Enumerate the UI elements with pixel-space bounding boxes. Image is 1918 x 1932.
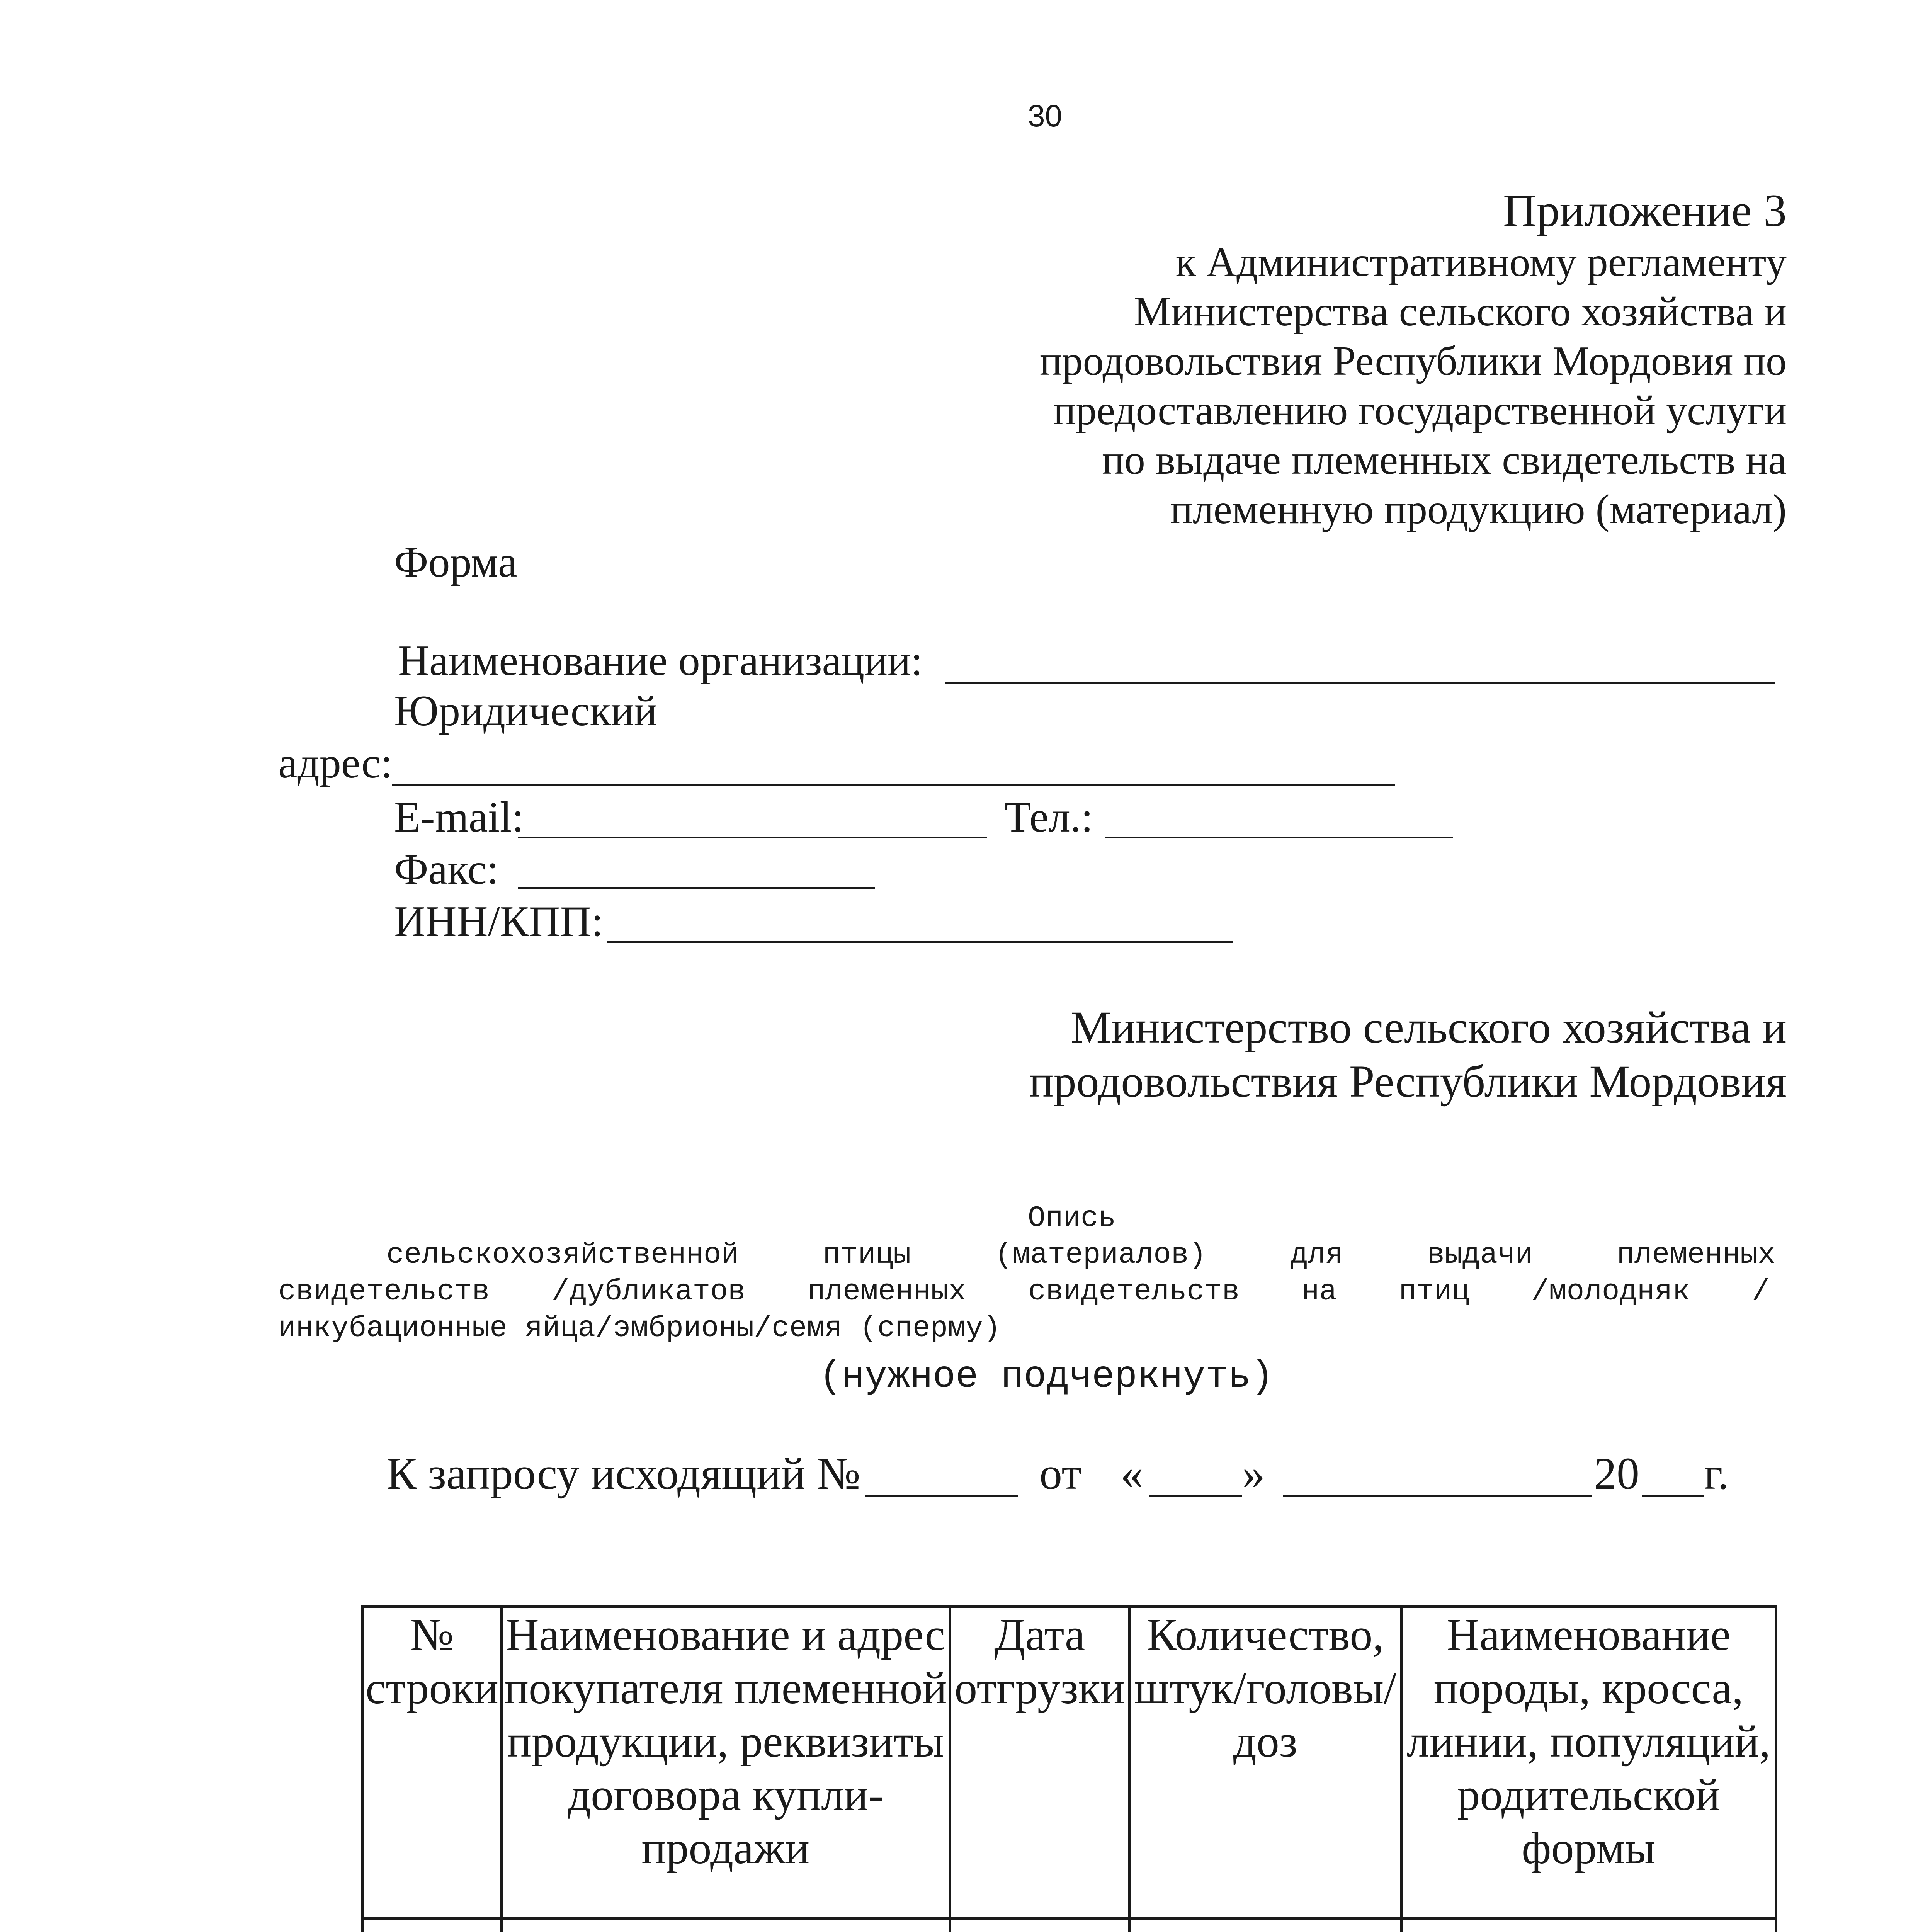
column-header-row-number: № строки (363, 1607, 502, 1919)
inn-kpp-label: ИНН/КПП: (394, 898, 604, 946)
quote-open: « (1121, 1448, 1143, 1499)
appendix-line: к Административному регламенту (1175, 239, 1787, 285)
inventory-word: свидетельств (278, 1275, 490, 1308)
inventory-word: на (1301, 1275, 1337, 1308)
inventory-word: свидетельств (1028, 1275, 1240, 1308)
inventory-word: сельскохозяйственной (386, 1238, 739, 1272)
inventory-word: /молодняк (1531, 1275, 1690, 1308)
email-field[interactable] (518, 837, 987, 838)
fax-label: Факс: (394, 845, 499, 893)
inventory-word: (материалов) (995, 1238, 1207, 1272)
inventory-line-2 (278, 1273, 1770, 1310)
column-header-quantity: Количество, штук/головы/ доз (1129, 1607, 1401, 1919)
inventory-title: Опись (1028, 1202, 1116, 1235)
email-label: E-mail: (394, 793, 524, 841)
recipient-line: Министерство сельского хозяйства и (1070, 1002, 1787, 1053)
column-header-breed: Наименование породы, кросса, линии, популяций, родительской формы (1401, 1607, 1776, 1919)
legal-address-field[interactable] (392, 784, 1395, 786)
inn-kpp-field[interactable] (607, 941, 1233, 943)
appendix-line: по выдаче племенных свидетельств на (1102, 437, 1787, 483)
table-header-row (363, 1607, 1776, 1919)
request-month-field[interactable] (1283, 1495, 1592, 1497)
inventory-line-1 (386, 1236, 1775, 1274)
appendix-title: Приложение 3 (1503, 185, 1787, 236)
inventory-line-3: инкубационные яйца/эмбрионы/семя (сперму) (278, 1312, 1001, 1345)
table-row (363, 1919, 1776, 1932)
phone-field[interactable] (1105, 837, 1453, 838)
legal-address-label: Юридический (394, 687, 657, 735)
inventory-word: для (1290, 1238, 1343, 1272)
org-name-label: Наименование организации: (398, 637, 923, 685)
request-label: К запросу исходящий № (386, 1448, 860, 1499)
appendix-description (1040, 238, 1787, 534)
page-number: 30 (1028, 99, 1062, 133)
org-name-field[interactable] (945, 682, 1775, 684)
inventory-table (361, 1605, 1777, 1932)
table-cell[interactable] (501, 1919, 950, 1932)
year-prefix: 20 (1594, 1448, 1639, 1499)
phone-label: Тел.: (1005, 793, 1093, 841)
table-cell[interactable] (363, 1919, 502, 1932)
legal-address-label-cont: адрес: (278, 739, 393, 787)
table-cell[interactable] (1129, 1919, 1401, 1932)
inventory-word: / (1752, 1275, 1770, 1308)
table-cell[interactable] (950, 1919, 1129, 1932)
request-from-label: от (1039, 1448, 1082, 1499)
column-header-buyer: Наименование и адрес покупателя племенной продукции, реквизиты договора купли-продажи (501, 1607, 950, 1919)
inventory-word: выдачи (1427, 1238, 1533, 1272)
inventory-word: птиц (1399, 1275, 1469, 1308)
appendix-line: Министерства сельского хозяйства и (1134, 289, 1787, 335)
form-label: Форма (394, 538, 517, 586)
appendix-line: продовольствия Республики Мордовия по (1039, 338, 1787, 384)
fax-field[interactable] (518, 887, 875, 889)
table-cell[interactable] (1401, 1919, 1776, 1932)
recipient-line: продовольствия Республики Мордовия (1029, 1056, 1787, 1107)
appendix-line: предоставлению государственной услуги (1053, 388, 1787, 434)
request-day-field[interactable] (1149, 1495, 1242, 1497)
inventory-word: племенных (807, 1275, 966, 1308)
quote-close: » (1242, 1448, 1265, 1499)
request-year-field[interactable] (1642, 1495, 1704, 1497)
appendix-line: племенную продукцию (материал) (1170, 486, 1787, 532)
year-suffix: г. (1704, 1448, 1729, 1499)
request-number-field[interactable] (865, 1495, 1018, 1497)
inventory-word: /дубликатов (551, 1275, 746, 1308)
inventory-word: племенных (1617, 1238, 1775, 1272)
inventory-note: (нужное подчеркнуть) (819, 1355, 1274, 1398)
inventory-word: птицы (823, 1238, 911, 1272)
column-header-ship-date: Дата отгрузки (950, 1607, 1129, 1919)
